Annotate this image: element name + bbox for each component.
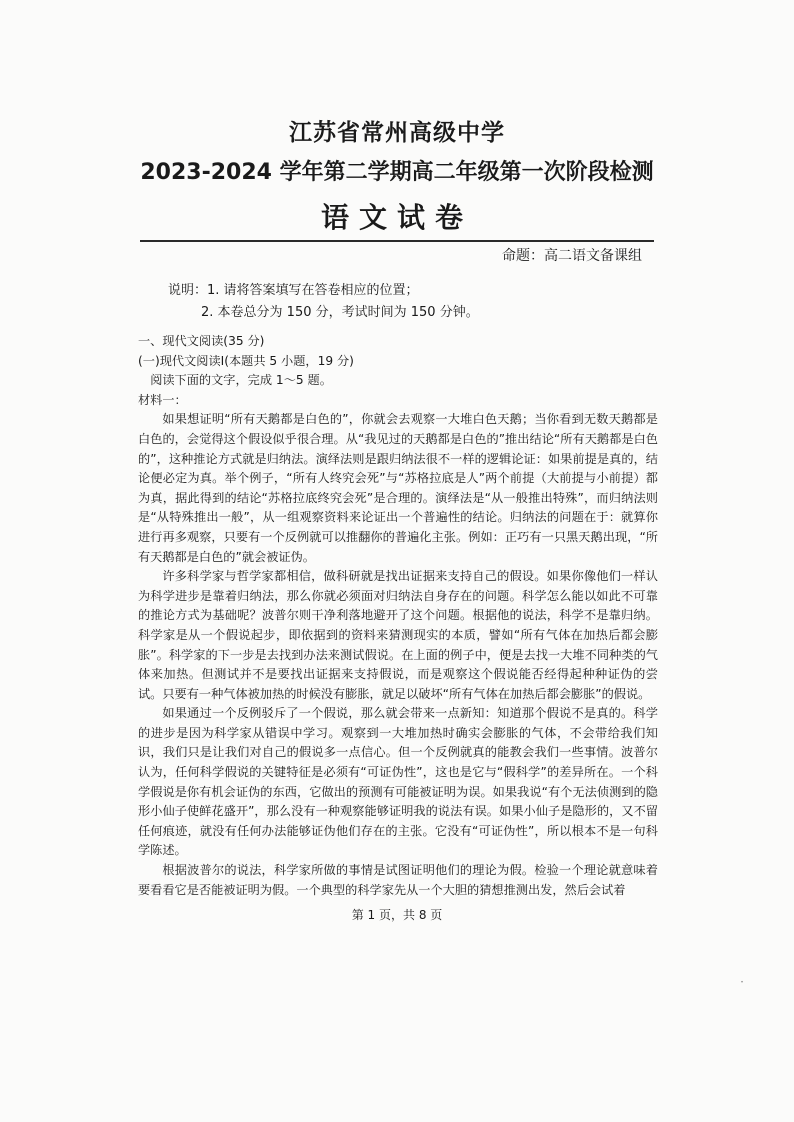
paragraph: 根据波普尔的说法，科学家所做的事情是试图证明他们的理论为假。检验一个理论就意味着要看看它是否能被证明为假。一个典型的科学家先从一个大胆的猜想推测出发，然后会试着 bbox=[138, 863, 658, 897]
section-heading: 一、现代文阅读(35 分) bbox=[138, 334, 265, 348]
exam-instructions bbox=[168, 280, 479, 324]
school-name: 江苏省常州高级中学 bbox=[289, 120, 505, 146]
section-subheading: (一)现代文阅读Ⅰ(本题共 5 小题，19 分) bbox=[138, 353, 354, 368]
reading-instruction: 阅读下面的文字，完成 1～5 题。 bbox=[150, 373, 332, 388]
margin-mark: · bbox=[740, 975, 744, 989]
material-label: 材料一： bbox=[138, 392, 187, 407]
exam-title: 2023-2024 学年第二学期高二年级第一次阶段检测 bbox=[140, 160, 654, 185]
header-divider bbox=[140, 240, 654, 242]
instruction-line-1: 说明：1. 请将答案填写在答卷相应的位置； bbox=[168, 283, 419, 298]
setter-credit: 命题：高二语文备课组 bbox=[502, 248, 642, 264]
subject-title: 语文试卷 bbox=[320, 201, 473, 234]
paragraph: 许多科学家与哲学家都相信，做科研就是找出证据来支持自己的假设。如果你像他们一样认为科学进步是靠着归纳法，那么你就必须面对归纳法自身存在的问题。科学怎么能以如此不可靠的推论方式为基础呢？波普尔则干净利落地避开了这个问题。根据他的说法，科学不是靠归纳。科学家是从一个假说起步，即依据到的资料来猜测现实的本质，譬如“所有气体在加热后都会膨胀”。科学家的下一步是去找到办法来测试假说。在上面的例子中，便是去找一大堆不同种类的气体来加热。但测试并不是要找出证据来支持假说，而是观察这个假说能否经得起种种证伪的尝试。只要有一种气体被加热的时候没有膨胀，就足以破坏“所有气体在加热后都会膨胀”的假说。 bbox=[138, 569, 658, 701]
instruction-line-2: 2. 本卷总分为 150 分，考试时间为 150 分钟。 bbox=[201, 305, 479, 320]
paragraph: 如果通过一个反例驳斥了一个假说，那么就会带来一点新知：知道那个假说不是真的。科学的进步是因为科学家从错误中学习。观察到一大堆加热时确实会膨胀的气体，不会带给我们知识，我们只是让我们对自己的假说多一点信心。但一个反例就真的能教会我们一些事情。波普尔认为，任何科学假说的关键特征是必须有“可证伪性”，这也是它与“假科学”的差异所在。一个科学假说是你有机会证伪的东西，它做出的预测有可能被证明为误。如果我说“有个无法侦测到的隐形小仙子使鲜花盛开”，那么没有一种观察能够证明我的说法有误。如果小仙子是隐形的，又不留任何痕迹，就没有任何办法能够证伪他们存在的主张。它没有“可证伪性”，所以根本不是一句科学陈述。 bbox=[138, 706, 658, 858]
page-number: 第 1 页，共 8 页 bbox=[351, 908, 443, 922]
paragraph: 如果想证明“所有天鹅都是白色的”，你就会去观察一大堆白色天鹅；当你看到无数天鹅都是白色的，会觉得这个假设似乎很合理。从“我见过的天鹅都是白色的”推出结论“所有天鹅都是白色的”，这种推论方式就是归纳法。演绎法则是跟归纳法很不一样的逻辑论证：如果前提是真的，结论便必定为真。举个例子，“所有人终究会死”与“苏格拉底是人”两个前提（大前提与小前提）都为真，据此得到的结论“苏格拉底终究会死”是合理的。演绎法是“从一般推出特殊”，而归纳法则是“从特殊推出一般”，从一组观察资料来论证出一个普遍性的结论。归纳法的问题在于：就算你进行再多观察，只要有一个反例就可以推翻你的普遍化主张。例如：正巧有一只黑天鹅出现，“所有天鹅都是白色的”就会被证伪。 bbox=[138, 412, 658, 564]
reading-section bbox=[138, 332, 658, 900]
